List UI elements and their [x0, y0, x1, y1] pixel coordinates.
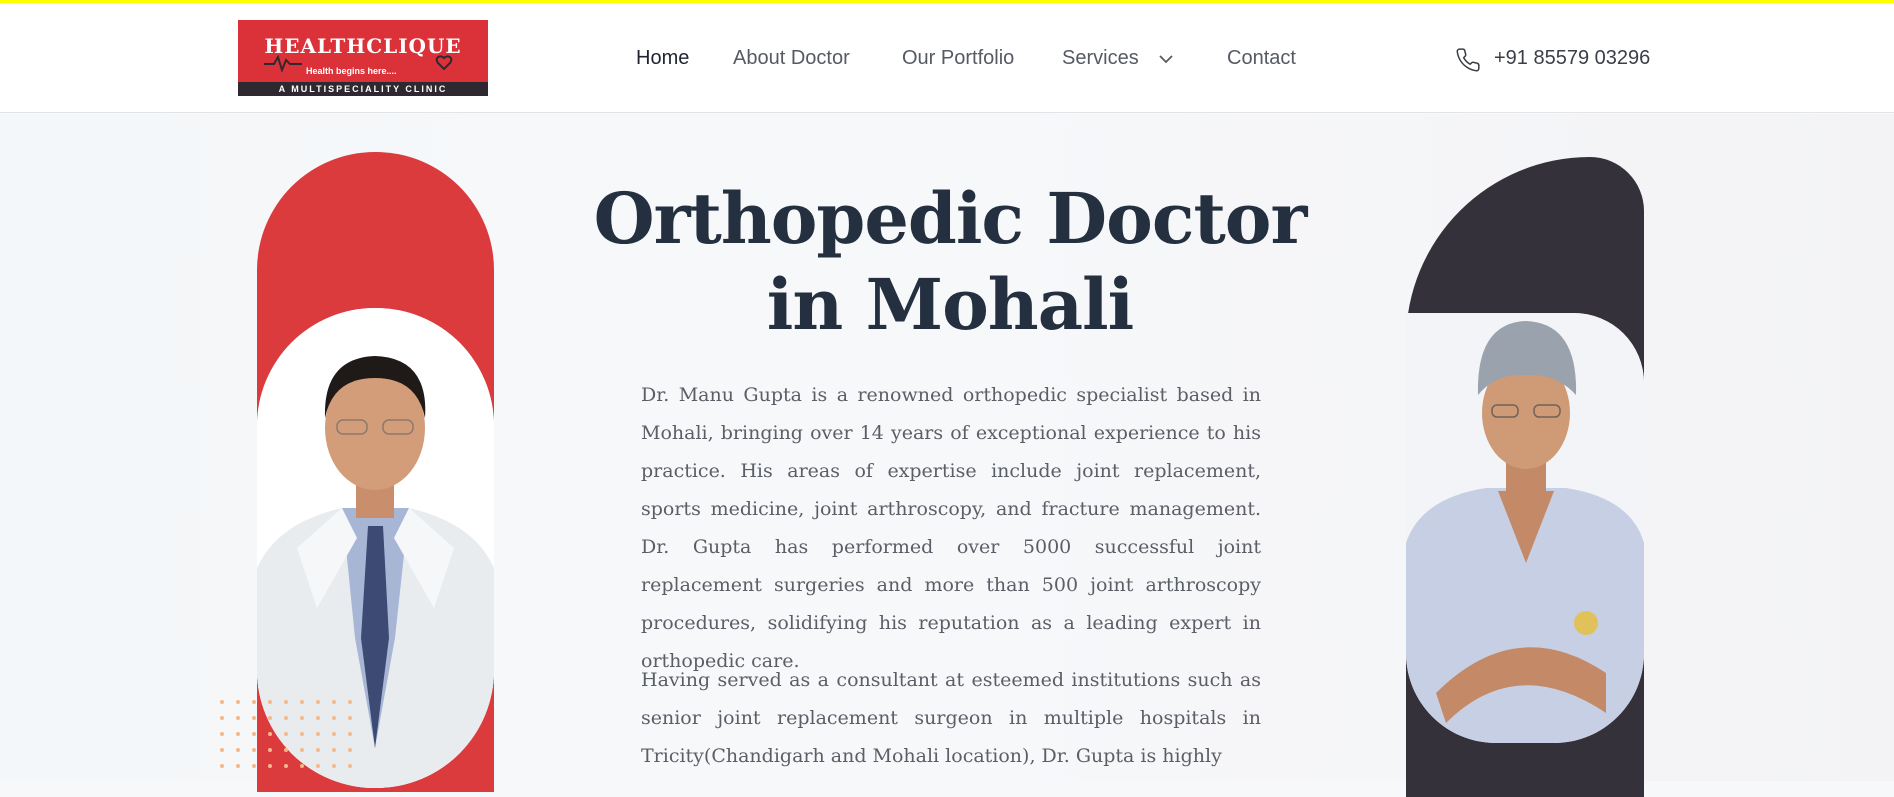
chevron-down-icon[interactable]	[1159, 55, 1173, 64]
clinic-logo[interactable]	[238, 20, 488, 96]
nav-services[interactable]: Services	[1062, 47, 1139, 69]
hero-title	[560, 176, 1340, 348]
nav-our-portfolio[interactable]: Our Portfolio	[902, 47, 1015, 69]
doctor-portrait-right	[1406, 313, 1644, 743]
logo-strip: A MULTISPECIALITY CLINIC	[238, 82, 488, 96]
hero-title-line2: in Mohali	[766, 263, 1134, 346]
hero-paragraph-1: Dr. Manu Gupta is a renowned orthopedic specialist based in Mohali, bringing over 14 years of exceptional experience to his practice. His areas of expertise include joint replacement, sports medicine, joint arthroscopy, and fracture management. Dr. Gupta has performed over 5000 successful joint replacement surgeries and more than 500 joint arthroscopy procedures, solidifying his reputation as a leading expert in orthopedic care.	[641, 384, 1261, 672]
phone-number-link[interactable]: +91 85579 03296	[1494, 47, 1651, 69]
hero-paragraph-2: Having served as a consultant at esteemed institutions such as senior joint replacement surgeon in multiple hospitals in Tricity(Chandigarh and Mohali location), Dr. Gupta is highly	[641, 669, 1261, 767]
hero-title-line1: Orthopedic Doctor	[593, 177, 1307, 260]
nav-about-doctor[interactable]: About Doctor	[733, 47, 850, 69]
doctor-in-scrubs-image	[1406, 313, 1644, 743]
phone-icon[interactable]	[1455, 47, 1481, 73]
decorative-dot-grid	[218, 698, 358, 778]
logo-title: HEALTHCLIQUE	[264, 34, 462, 58]
nav-home[interactable]: Home	[636, 47, 690, 69]
site-header	[0, 3, 1894, 113]
logo-tagline: Health begins here....	[306, 66, 397, 76]
nav-contact[interactable]: Contact	[1227, 47, 1296, 69]
